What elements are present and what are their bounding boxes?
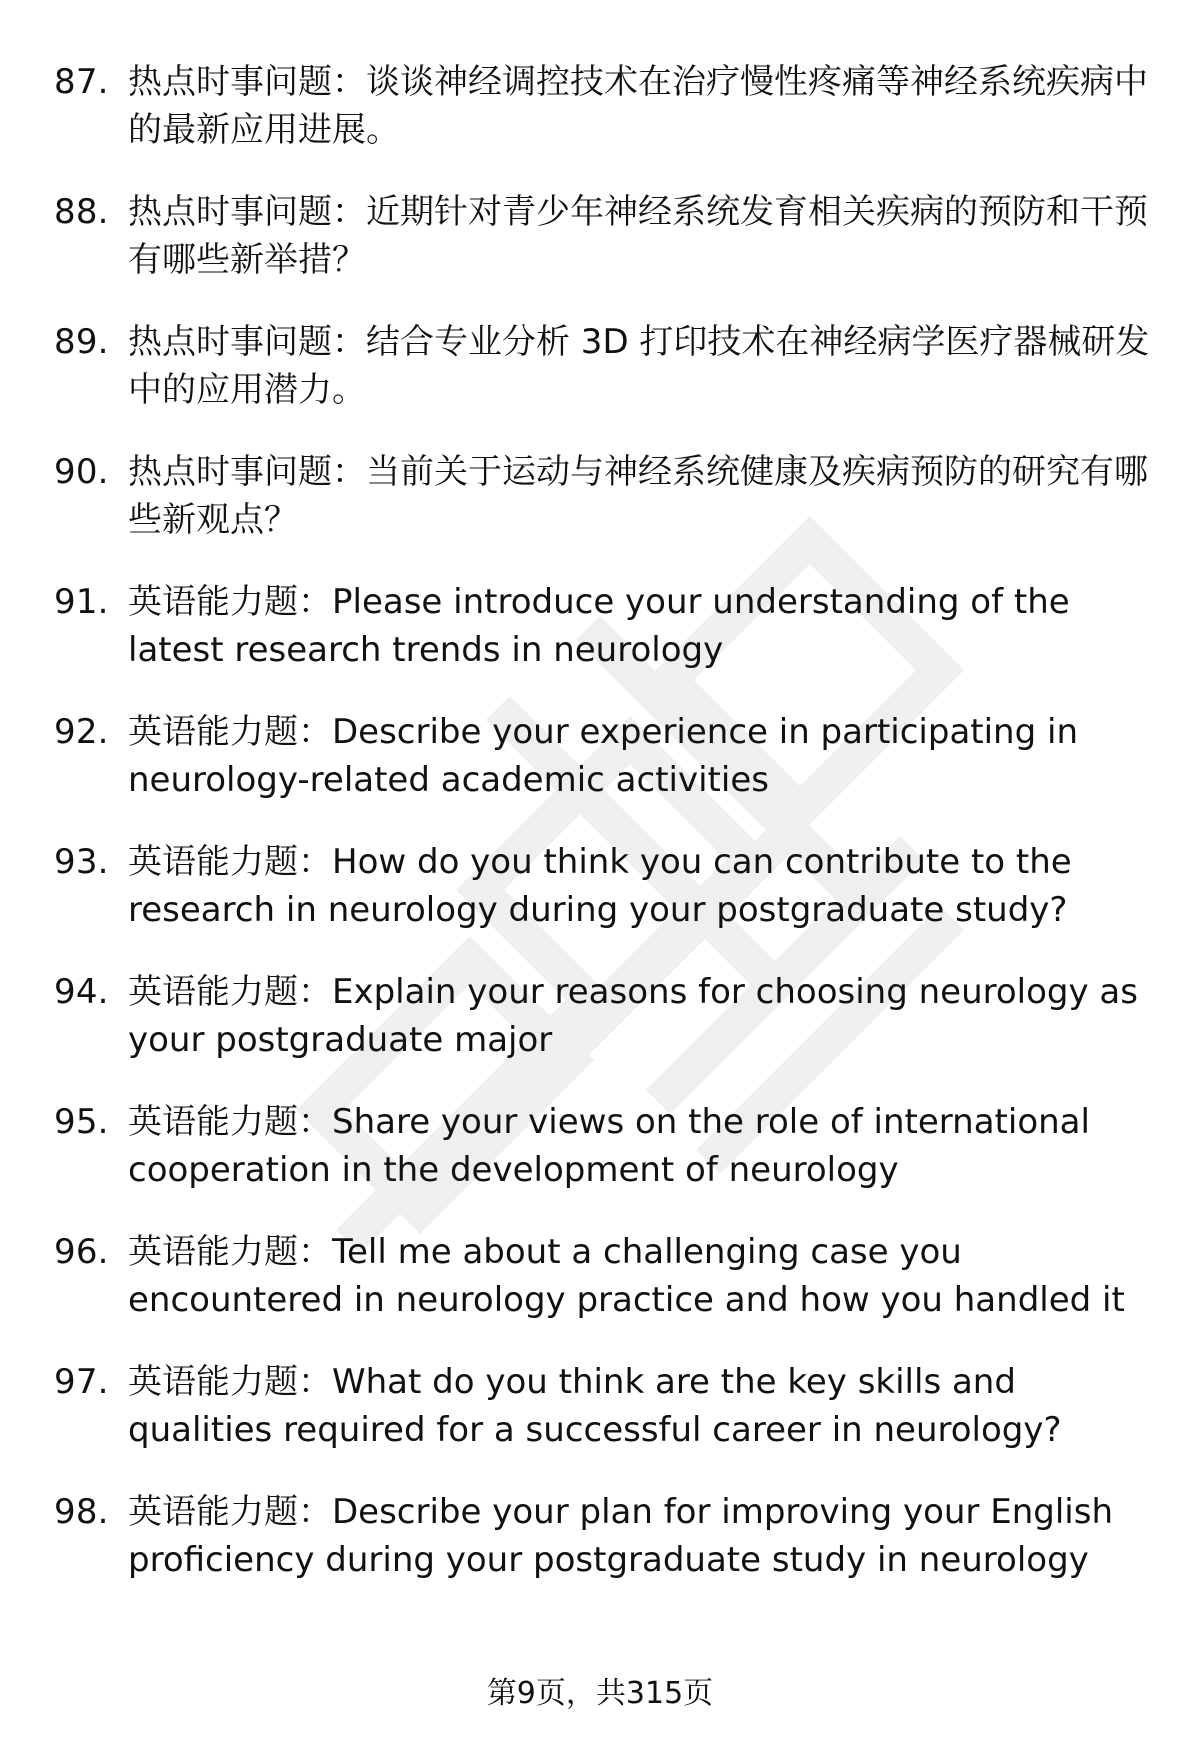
question-number: 94. — [54, 972, 109, 1012]
question-item-95 — [54, 1098, 1164, 1194]
question-number: 87. — [54, 62, 109, 102]
question-text: 英语能力题：What do you think are the key skills and qualities required for a successful career in neurology? — [128, 1362, 1062, 1450]
question-number: 91. — [54, 582, 109, 622]
question-list — [54, 58, 1164, 1618]
question-number: 90. — [54, 452, 109, 492]
question-item-89 — [54, 318, 1164, 414]
question-number: 97. — [54, 1362, 109, 1402]
question-item-97 — [54, 1358, 1164, 1454]
question-text: 英语能力题：Describe your plan for improving your English proficiency during your postgraduate study in neurology — [128, 1492, 1113, 1580]
question-item-96 — [54, 1228, 1164, 1324]
question-text: 热点时事问题：近期针对青少年神经系统发育相关疾病的预防和干预有哪些新举措？ — [128, 192, 1148, 280]
question-number: 88. — [54, 192, 109, 232]
question-number: 93. — [54, 842, 109, 882]
question-item-92 — [54, 708, 1164, 804]
question-item-98 — [54, 1488, 1164, 1584]
question-text: 英语能力题：Tell me about a challenging case you encountered in neurology practice and how you handled it — [128, 1232, 1125, 1320]
question-item-87 — [54, 58, 1164, 154]
question-text: 英语能力题：Describe your experience in participating in neurology-related academic activities — [128, 712, 1078, 800]
question-text: 英语能力题：Explain your reasons for choosing neurology as your postgraduate major — [128, 972, 1138, 1060]
question-number: 96. — [54, 1232, 109, 1272]
question-text: 热点时事问题：当前关于运动与神经系统健康及疾病预防的研究有哪些新观点？ — [128, 452, 1148, 540]
question-item-93 — [54, 838, 1164, 934]
question-item-88 — [54, 188, 1164, 284]
page-indicator: 第9页，共315页 — [486, 1676, 714, 1711]
question-text: 英语能力题：How do you think you can contribute to the research in neurology during your postgraduate study? — [128, 842, 1072, 930]
question-item-94 — [54, 968, 1164, 1064]
question-number: 95. — [54, 1102, 109, 1142]
question-number: 98. — [54, 1492, 109, 1532]
question-text: 热点时事问题：结合专业分析 3D 打印技术在神经病学医疗器械研发中的应用潜力。 — [128, 322, 1150, 410]
question-item-90 — [54, 448, 1164, 544]
question-number: 89. — [54, 322, 109, 362]
question-text: 热点时事问题：谈谈神经调控技术在治疗慢性疼痛等神经系统疾病中的最新应用进展。 — [128, 62, 1148, 150]
question-text: 英语能力题：Please introduce your understanding of the latest research trends in neurology — [128, 582, 1070, 670]
question-item-91 — [54, 578, 1164, 674]
question-number: 92. — [54, 712, 109, 752]
question-text: 英语能力题：Share your views on the role of international cooperation in the development of neurology — [128, 1102, 1090, 1190]
